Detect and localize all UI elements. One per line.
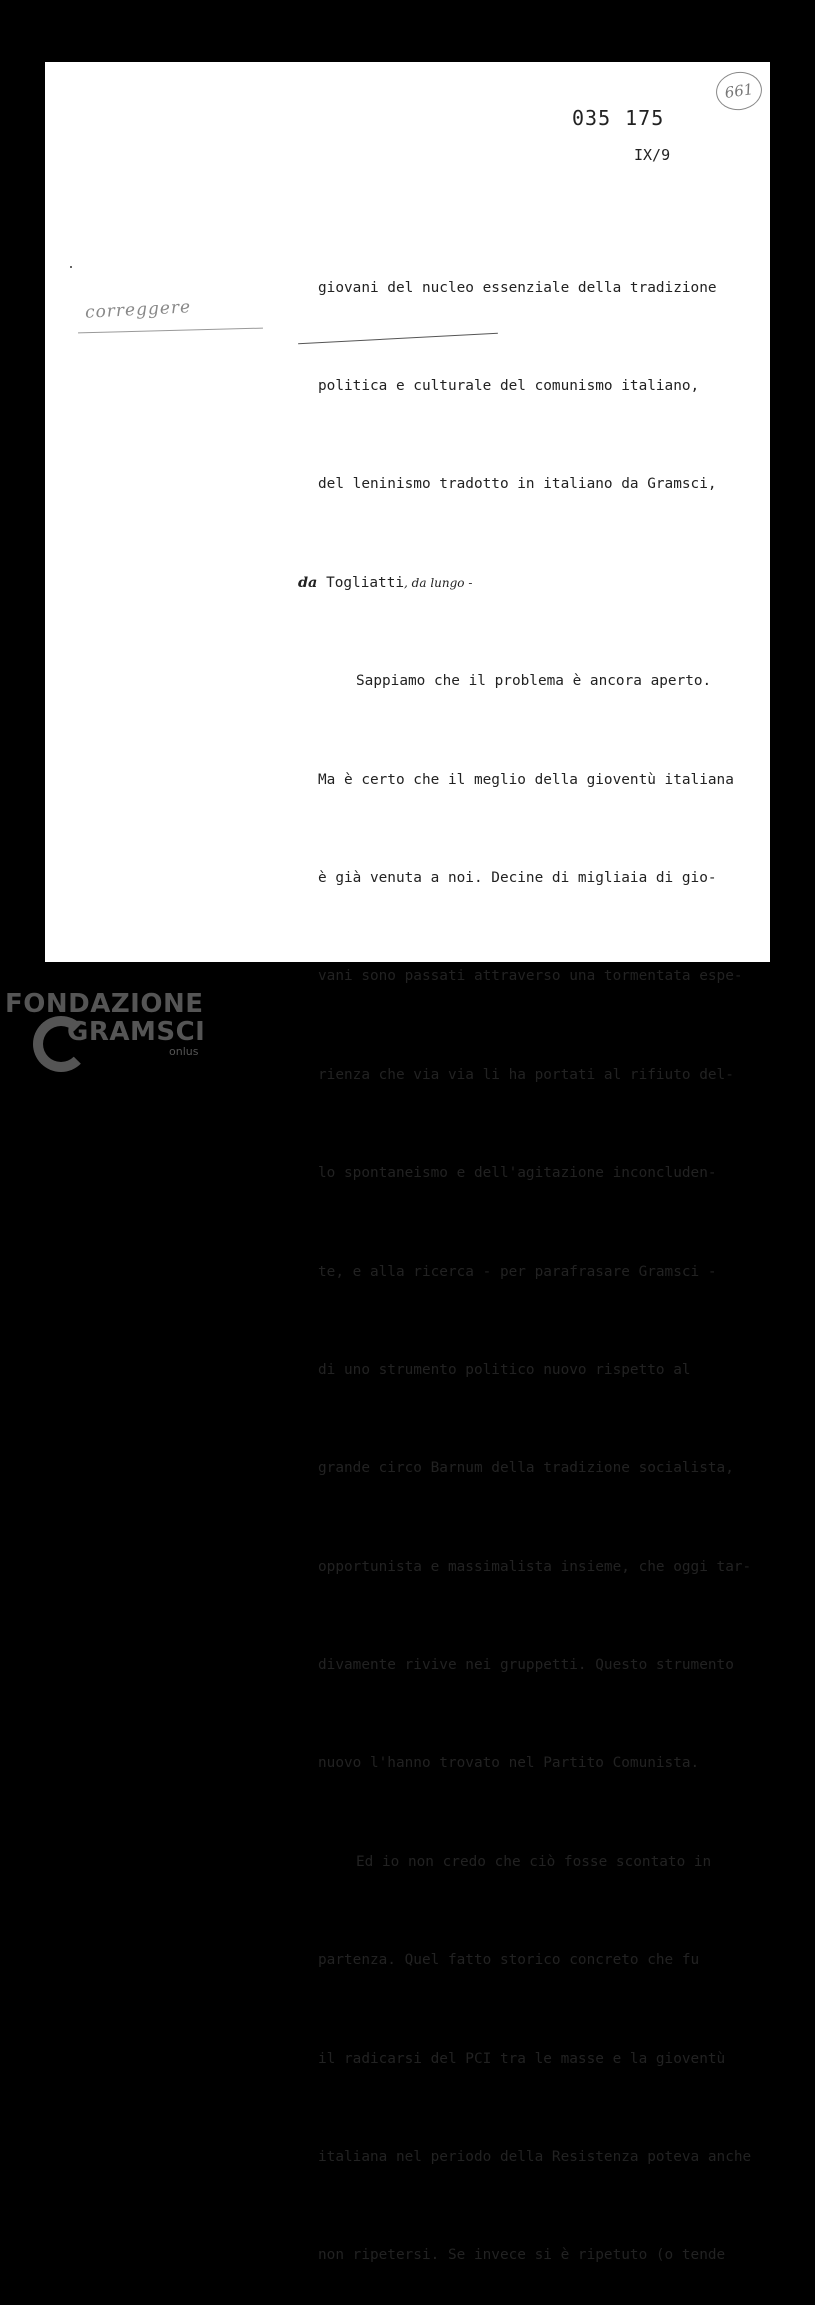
text-line: è già venuta a noi. Decine di migliaia di gio- — [318, 869, 717, 886]
typed-text-body — [298, 206, 768, 2305]
fondazione-gramsci-logo — [5, 990, 205, 1058]
text-line: Sappiamo che il problema è ancora aperto. — [356, 673, 712, 690]
text-line: lo spontaneismo e dell'agitazione inconcluden- — [318, 1165, 717, 1182]
text-line: di uno strumento politico nuovo rispetto al — [318, 1361, 691, 1378]
logo-line-3: onlus — [169, 1045, 199, 1058]
text-line: Ed io non credo che ciò fosse scontato in — [356, 1853, 712, 1870]
logo-line-2: GRAMSCI — [67, 1017, 206, 1047]
text-line: italiana nel periodo della Resistenza poteva anche — [318, 2149, 752, 2166]
stray-mark — [70, 266, 72, 268]
text-line: del leninismo tradotto in italiano da Gramsci, — [318, 476, 717, 493]
text-line: opportunista e massimalista insieme, che oggi tar- — [318, 1558, 752, 1575]
text-line: divamente rivive nei gruppetti. Questo strumento — [318, 1657, 734, 1674]
document-number-part-1: 035 — [572, 106, 612, 130]
text-line: non ripetersi. Se invece si è ripetuto (o tende — [318, 2247, 726, 2264]
text-line: rienza che via via li ha portati al rifiuto del- — [318, 1066, 734, 1083]
text-line: il radicarsi del PCI tra le masse e la gioventù — [318, 2050, 726, 2067]
text-line: te, e alla ricerca - per parafrasare Gramsci - — [318, 1263, 717, 1280]
text-line: vani sono passati attraverso una tormentata espe- — [318, 968, 743, 985]
text-line: grande circo Barnum della tradizione socialista, — [318, 1460, 734, 1477]
text-line: politica e culturale del comunismo italiano, — [318, 377, 700, 394]
text-line: nuovo l'hanno trovato nel Partito Comunista. — [318, 1755, 700, 1772]
text-line: partenza. Quel fatto storico concreto che fu — [318, 1952, 700, 1969]
document-number — [572, 106, 678, 130]
handwritten-margin-note: correggere — [84, 297, 192, 323]
archive-stamp: 661 — [714, 69, 765, 113]
handwritten-inline-note: da — [298, 573, 318, 591]
logo-line-1: FONDAZIONE — [5, 989, 204, 1019]
handwritten-inline-addition: , da lungo - — [404, 575, 473, 590]
document-number-part-2: 175 — [625, 106, 665, 130]
section-label: IX/9 — [634, 146, 671, 164]
text-line: Ma è certo che il meglio della gioventù italiana — [318, 771, 734, 788]
text-line-togliatti: da Togliatti, da lungo - — [298, 573, 473, 591]
text-line: giovani del nucleo essenziale della tradizione — [318, 279, 717, 296]
